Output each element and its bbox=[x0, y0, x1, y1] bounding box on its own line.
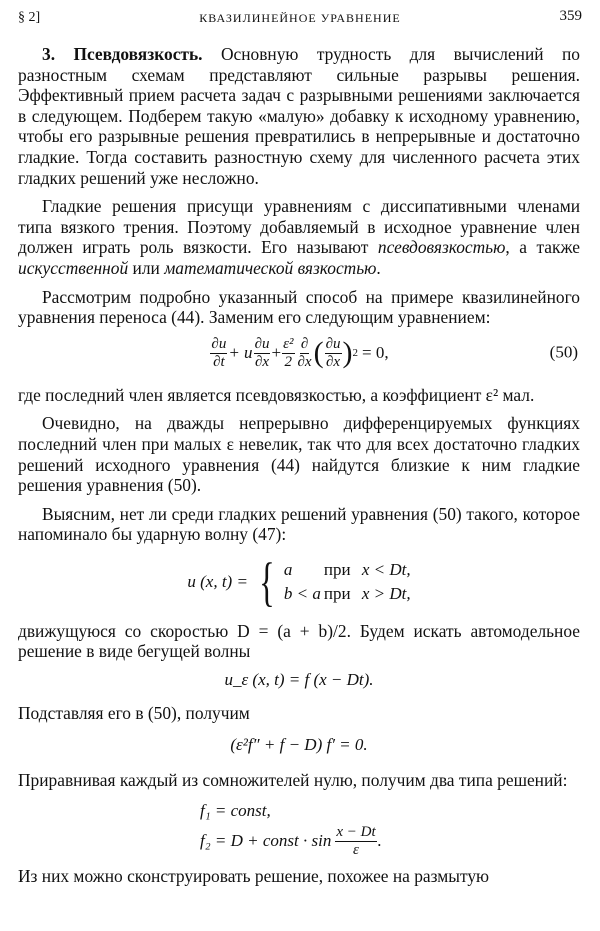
paragraph-text: , а также bbox=[505, 237, 580, 258]
page-body bbox=[18, 44, 580, 895]
paragraph-smooth-solutions bbox=[18, 196, 580, 278]
term-mathematical-viscosity: математической вязкостью bbox=[164, 257, 377, 278]
section-marker: § 2] bbox=[18, 10, 41, 25]
paren: ( bbox=[313, 336, 324, 370]
lhs: u (x, t) = bbox=[187, 571, 248, 591]
equation-ode: (ε²f″ + f − D) f′ = 0. bbox=[230, 735, 368, 755]
fraction bbox=[325, 336, 342, 371]
equation-travelling-wave: u_ε (x, t) = f (x − Dt). bbox=[224, 670, 374, 690]
brace: { bbox=[259, 551, 275, 612]
denominator: ∂x bbox=[326, 353, 341, 370]
solution-f2 bbox=[200, 823, 580, 858]
system-row bbox=[284, 582, 411, 606]
paragraph-find-out: Выясним, нет ли среди гладких решений уравнения (50) такого, которое напоминало бы ударную волну (47): bbox=[18, 503, 580, 545]
denominator: ε bbox=[353, 841, 359, 858]
numerator: ∂ bbox=[300, 335, 309, 352]
term: = 0, bbox=[362, 342, 389, 362]
piecewise-system bbox=[187, 551, 411, 612]
paragraph-last-term: где последний член является псевдовязкостью, а коэффициент ε² мал. bbox=[18, 384, 535, 405]
paragraph-substituting: Подставляя его в (50), получим bbox=[18, 702, 250, 723]
paragraph-consider: Рассмотрим подробно указанный способ на примере квазилинейного уравнения переноса (44). Заменим его следующим уравнением: bbox=[18, 286, 580, 328]
fraction bbox=[282, 336, 294, 371]
paragraph-text: . bbox=[376, 257, 381, 278]
numerator: ε² bbox=[283, 335, 294, 352]
paragraph-equating: Приравнивая каждый из сомножителей нулю, получим два типа решений: bbox=[18, 769, 568, 790]
value: b < a bbox=[283, 583, 321, 603]
value: a bbox=[283, 559, 293, 579]
denominator: ∂x bbox=[254, 353, 270, 370]
operator: + bbox=[271, 342, 282, 362]
section-heading: 3. Псевдовязкость. bbox=[42, 44, 203, 64]
paragraph-pseudoviscosity-intro bbox=[18, 44, 580, 188]
paragraph-text: или bbox=[132, 257, 160, 278]
condition: x > Dt, bbox=[361, 583, 411, 603]
system-row bbox=[284, 558, 411, 582]
paragraph-text: Основную трудность для вычислений по разностным схемам представляют сильные разрывы решения. Эффективный прием расчета задач с разрывными решениями заключается в следующем. Подберем такую «малую» добавку к исходному уравнению, чтобы его разрывные решения превратились в непрерывные и достаточно гладкие. Тогда составить разностную схему для численного расчета этих гладких решений уже несложно. bbox=[18, 44, 580, 188]
system-rows bbox=[284, 558, 411, 606]
denominator: ∂t bbox=[213, 353, 225, 370]
denominator: ∂x bbox=[297, 353, 312, 370]
fraction bbox=[254, 336, 271, 371]
fraction bbox=[210, 336, 227, 371]
paren: ) bbox=[342, 336, 353, 370]
lhs: f₂ = D + const · sin bbox=[200, 831, 332, 851]
numerator: ∂u bbox=[254, 335, 270, 352]
term: + u bbox=[228, 342, 253, 362]
paragraph-obviously: Очевидно, на дважды непрерывно дифференцируемых функциях последний член при малых ε невелик, так что для всех достаточно гладких решений исходного уравнения (44) найдутся близкие к ним гладкие решения уравнения (50). bbox=[18, 413, 580, 496]
equation-number: (50) bbox=[549, 342, 578, 362]
page-number: 359 bbox=[559, 8, 582, 24]
term-artificial: искусственной bbox=[18, 257, 129, 278]
fraction bbox=[297, 336, 313, 371]
denominator: 2 bbox=[284, 353, 293, 370]
numerator: ∂u bbox=[211, 335, 227, 352]
paragraph-construct: Из них можно сконструировать решение, похожее на размытую bbox=[18, 866, 490, 887]
equation-shock-wave bbox=[18, 551, 580, 612]
paragraph-text: Гладкие решения присущи уравнениям с диссипативными членами типа вязкого трения. Поэтому добавляемый в исходное уравнение член должен играть роль вязкости. Его называют bbox=[18, 196, 580, 258]
fraction bbox=[335, 824, 376, 859]
period: . bbox=[377, 831, 382, 851]
numerator: ∂u bbox=[325, 335, 341, 352]
term-pseudoviscosity: псевдовязкостью bbox=[377, 237, 506, 258]
condition: x < Dt, bbox=[361, 559, 411, 579]
paragraph-moving: движущуюся со скоростью D = (a + b)/2. Будем искать автомодельное решение в виде бегущей волны bbox=[18, 620, 580, 662]
solution-list bbox=[200, 796, 580, 856]
running-header bbox=[18, 8, 582, 30]
numerator: x − Dt bbox=[336, 823, 376, 840]
condition-word: при bbox=[323, 583, 351, 603]
running-title: КВАЗИЛИНЕЙНОЕ УРАВНЕНИЕ bbox=[199, 11, 401, 25]
equation-50: $\frac{\partial u}{\partial t}$ + u $\frac{\partial u}{\partial x}$ + $\frac{\text{ε²}}{2}$ $\frac{\partial}{\partial x}$ ( $\frac{\partial u}{\partial x}$ ) 2 = 0, (50) bbox=[211, 335, 578, 370]
solution-f1: f₁ = const, bbox=[200, 801, 271, 821]
condition-word: при bbox=[323, 559, 351, 579]
